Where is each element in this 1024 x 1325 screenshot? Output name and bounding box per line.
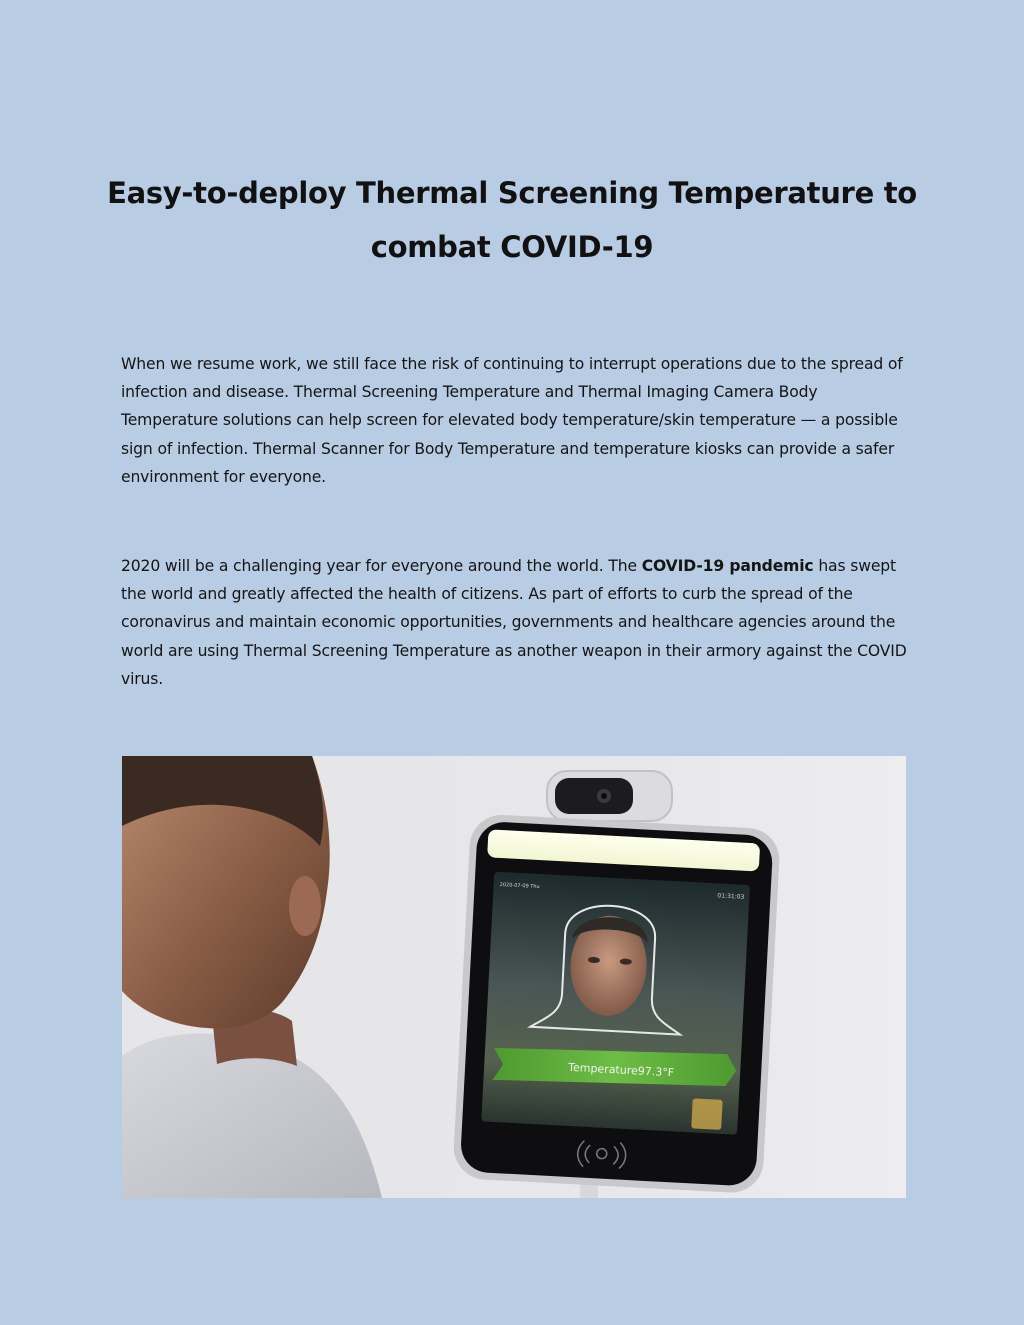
covid-pandemic-emphasis: COVID-19 pandemic: [641, 557, 814, 575]
pandemic-paragraph-start: 2020 will be a challenging year for everyone around the world. The: [121, 557, 642, 575]
kiosk-device: [452, 813, 781, 1194]
pandemic-paragraph: [121, 552, 909, 693]
ear-shape: [289, 876, 321, 936]
kiosk-photo-illustration: [122, 756, 906, 1198]
pandemic-paragraph-end: has swept the world and greatly affected the health of citizens. As part of efforts to curb the spread of the coronavirus and maintain economic opportunities, governments and healthcare agencies around the world are using Thermal Screening Temperature as another weapon in their armory against the COVID virus.: [121, 557, 907, 688]
title-line-1: Easy-to-deploy Thermal Screening Temperature to: [107, 176, 917, 210]
temperature-readout: Temperature97.3°F: [567, 1060, 675, 1080]
camera-lens-bar: [555, 778, 633, 814]
intro-paragraph: When we resume work, we still face the risk of continuing to interrupt operations due to the spread of infection and disease. Thermal Screening Temperature and Thermal Imaging Camera Body Temperature solutions can help screen for elevated body temperature/skin temperature — a possible sign of infection. Thermal Scanner for Body Temperature and temperature kiosks can provide a safer environment for everyone.: [121, 355, 903, 486]
page-title: [100, 166, 924, 274]
camera-lens-center: [601, 793, 607, 799]
id-thumbnail: [691, 1098, 723, 1130]
title-line-2: combat COVID-19: [370, 230, 654, 264]
screen-date: 2020-07-09 Thu: [499, 881, 540, 891]
thermal-kiosk-photo: [122, 756, 906, 1198]
screen-time: 01:31:03: [717, 892, 745, 901]
